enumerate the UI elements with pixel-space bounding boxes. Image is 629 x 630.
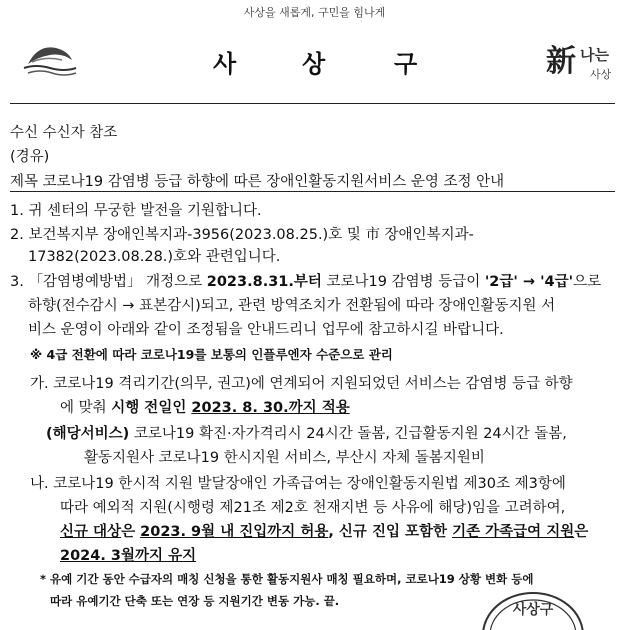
paragraph-2-line-1: 2. 보건복지부 장애인복지과-3956(2023.08.25.)호 및 市 장애인복지과- [10,227,474,243]
na-text: 은 [121,524,141,540]
p3-text: 3. 「감염병예방법」 개정으로 [10,274,207,290]
item-na-line-4: 2024. 3월까지 유지 [60,548,197,564]
item-na-line-3 [60,520,588,541]
grade-change: '2급' → '4급' [484,274,574,290]
paragraph-3-line-2: 하향(전수감시 → 표본감시)되고, 관련 방역조치가 전환됨에 따라 장애인활동지원 서 [28,298,556,314]
recipient-line: 수신 수신자 참조 [10,125,118,141]
header-divider [10,103,615,104]
item-ga-line-4: 활동지원사 코로나19 한시지원 서비스, 부산시 자체 돌봄지원비 [84,450,485,466]
logo-small-bottom: 사상 [590,68,612,81]
effective-date: 2023.8.31.부터 [206,274,322,290]
slogan: 사상을 새롭게, 구민을 힘나게 [243,6,386,19]
note-1: ※ 4급 전환에 따라 코로나19를 보통의 인플루엔자 수준으로 관리 [30,347,393,362]
logo-small-top: 나는 [580,46,609,64]
na-text: , 신규 진입 포함한 [328,524,453,540]
service-list: 코로나19 확진·자가격리시 24시간 돌봄, 긴급활동지원 24시간 돌봄, [129,426,567,442]
seal-text: 사상구 [512,602,554,618]
note-2-line-1: * 유예 기간 동안 수급자의 매칭 신청을 통한 활동지원사 매칭 필요하며, 코로나19 상황 변화 등에 [40,572,534,586]
item-ga-line-1: 가. 코로나19 격리기간(의무, 권고)에 연계되어 지원되었던 서비스는 감염병 등급 하향 [30,376,573,392]
subject-divider [10,191,615,192]
ga-bold-text: 시행 전일인 [111,400,192,416]
item-ga-line-2 [60,396,350,417]
paragraph-3-line-1 [10,270,601,291]
ga-text: 에 맞춰 [60,400,112,416]
paragraph-2-line-2: 17382(2023.08.28.)호와 관련입니다. [28,249,281,265]
paragraph-1: 1. 귀 센터의 무궁한 발전을 기원합니다. [10,203,262,219]
sasang-logo-icon [22,40,78,80]
logo-big-char: 新 [546,44,576,79]
item-na-line-2: 따라 예외적 지원(시행령 제21조 제2호 천재지변 등 사유에 해당)임을 고려하여, [60,500,566,516]
service-label: (해당서비스) [46,426,130,442]
existing-benefit: 기존 가족급여 지원 [452,524,575,540]
via-line: (경유) [10,149,50,165]
subject-line: 제목 코로나19 감염병 등급 하향에 따른 장애인활동지원서비스 운영 조정 안내 [10,174,505,190]
entry-deadline: 2023. 9월 내 진입까지 허용 [140,524,329,540]
item-ga-line-3 [46,422,567,443]
org-title-char-1: 사 [213,50,238,78]
na-text: 은 [574,524,589,540]
ga-deadline: 2023. 8. 30.까지 적용 [191,400,350,416]
p3-text: 코로나19 감염병 등급이 [321,274,485,290]
org-title-char-2: 상 [302,50,327,78]
new-sasang-logo [546,36,626,84]
org-title-char-3: 구 [394,50,419,78]
paragraph-3-line-3: 비스 운영이 아래와 같이 조정됨을 안내드리니 업무에 참고하시길 바랍니다. [28,322,504,338]
item-na-line-1: 나. 코로나19 한시적 지원 발달장애인 가족급여는 장애인활동지원법 제30조 제3항에 [30,476,566,492]
new-target: 신규 대상 [60,524,122,540]
note-2-line-2: 따라 유예기간 단축 또는 연장 등 지원기간 변동 가능. 끝. [50,594,340,608]
official-seal [478,590,588,630]
p3-text: 으로 [573,274,602,290]
